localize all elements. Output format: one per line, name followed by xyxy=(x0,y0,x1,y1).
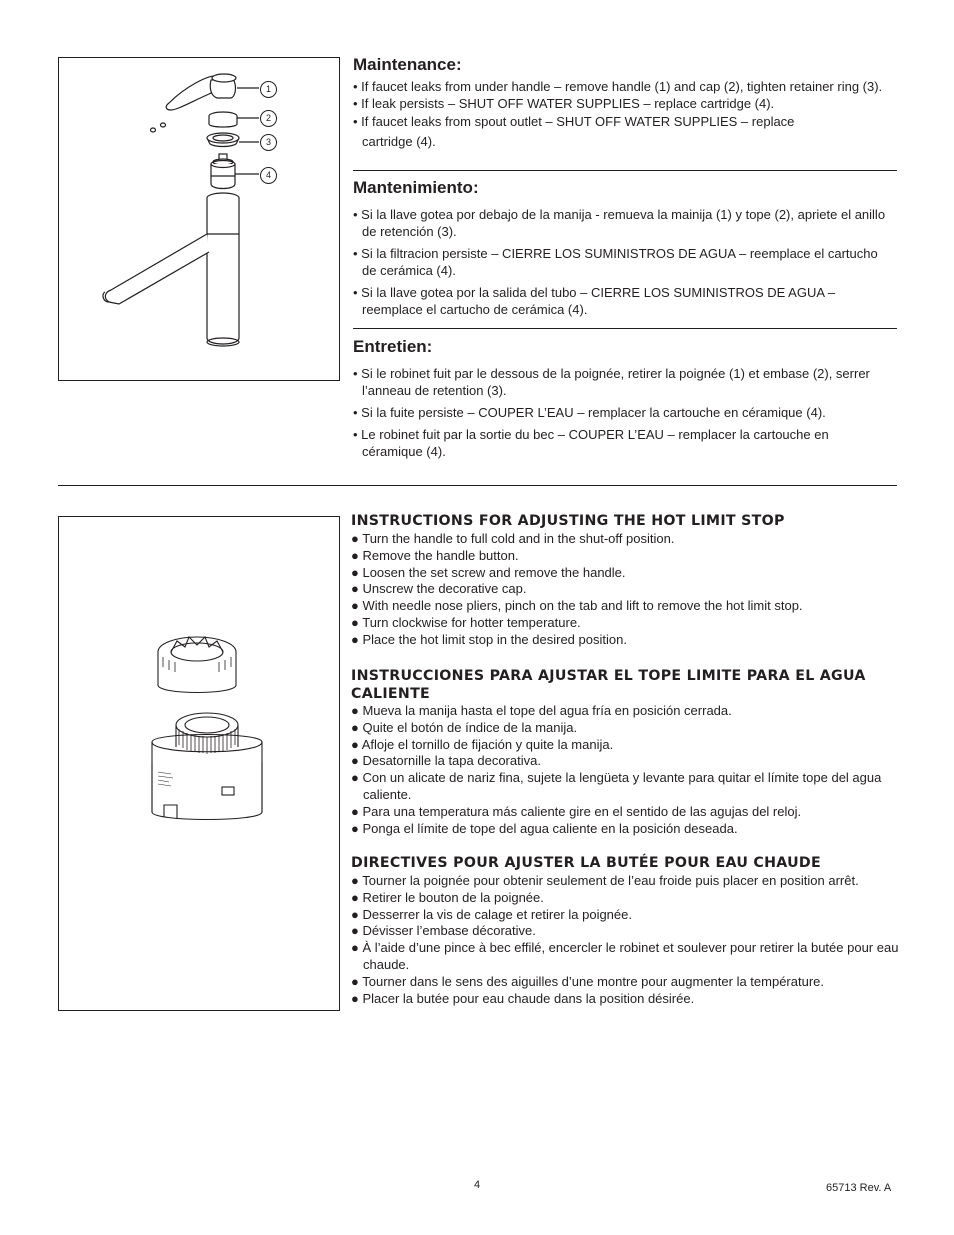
callout-4: 4 xyxy=(260,167,277,184)
callout-3: 3 xyxy=(260,134,277,151)
list-item: ● Loosen the set screw and remove the handle. xyxy=(351,564,626,580)
maintenance-title-fr: Entretien: xyxy=(353,337,433,356)
list-item: ● Place the hot limit stop in the desired position. xyxy=(351,631,627,647)
list-item: ● Desserrer la vis de calage et retirer la poignée. xyxy=(351,906,632,922)
callout-2: 2 xyxy=(260,110,277,127)
hot-limit-title-en: INSTRUCTIONS FOR ADJUSTING THE HOT LIMIT STOP xyxy=(351,513,785,529)
list-item: • If faucet leaks from spout outlet – SHUT OFF WATER SUPPLIES – replace cartridge (4). xyxy=(353,114,795,149)
list-item: ● Dévisser l’embase décorative. xyxy=(351,923,536,939)
list-item: ● Remove the handle button. xyxy=(351,547,519,563)
list-item: ● Unscrew the decorative cap. xyxy=(351,581,527,597)
divider xyxy=(353,170,897,171)
maintenance-list-es xyxy=(353,206,887,323)
page-number: 4 xyxy=(474,1179,481,1191)
maintenance-list-en xyxy=(353,78,883,152)
hot-limit-stop-figure xyxy=(58,516,340,1011)
list-item: • Le robinet fuit par la sortie du bec – COUPER L’EAU – remplacer la cartouche en céramique (4). xyxy=(353,427,829,459)
list-item: • Si la llave gotea por la salida del tubo – CIERRE LOS SUMINISTROS DE AGUA – reemplace el cartucho de cerámica (4). xyxy=(353,285,836,317)
list-item: ● Afloje el tornillo de fijación y quite la manija. xyxy=(351,736,614,752)
list-item: • Si la llave gotea por debajo de la manija - remueva la mainija (1) y tope (2), apriete el anillo de retención (3). xyxy=(353,207,886,239)
list-item: ● Placer la butée pour eau chaude dans la position désirée. xyxy=(351,990,695,1006)
hot-limit-title-fr: DIRECTIVES POUR AJUSTER LA BUTÉE POUR EAU CHAUDE xyxy=(351,855,821,871)
list-item: ● Quite el botón de índice de la manija. xyxy=(351,719,578,735)
callout-1: 1 xyxy=(260,81,277,98)
cartridge-drawing xyxy=(59,517,339,1010)
list-item: ● Desatornille la tapa decorativa. xyxy=(351,753,541,769)
list-item: ● Tourner dans le sens des aiguilles d’une montre pour augmenter la température. xyxy=(351,973,824,989)
list-item: ● À l’aide d’une pince à bec effilé, encercler le robinet et soulever pour retirer la butée pour eau chaude. xyxy=(351,940,899,972)
list-item: ● Tourner la poignée pour obtenir seulement de l’eau froide puis placer en position arrêt. xyxy=(351,873,859,888)
list-item: • Si le robinet fuit par le dessous de la poignée, retirer la poignée (1) et embase (2), serrer l’anneau de retention (3). xyxy=(353,366,870,398)
list-item: ● With needle nose pliers, pinch on the tab and lift to remove the hot limit stop. xyxy=(351,598,803,614)
hot-limit-title-es: INSTRUCCIONES PARA AJUSTAR EL TOPE LIMITE PARA EL AGUA CALIENTE xyxy=(351,668,866,702)
maintenance-title-en: Maintenance: xyxy=(353,55,462,74)
list-item: • Si la filtracion persiste – CIERRE LOS SUMINISTROS DE AGUA – reemplace el cartucho de cerámica (4). xyxy=(353,246,878,278)
list-item: ● Turn clockwise for hotter temperature. xyxy=(351,614,581,630)
list-item: ● Mueva la manija hasta el tope del agua fría en posición cerrada. xyxy=(351,703,732,718)
list-item: • Si la fuite persiste – COUPER L’EAU – remplacer la cartouche en céramique (4). xyxy=(353,405,826,420)
maintenance-list-fr xyxy=(353,365,887,465)
hot-limit-list-fr xyxy=(351,873,904,1007)
list-item: ● Retirer le bouton de la poignée. xyxy=(351,889,544,905)
list-item: ● Ponga el límite de tope del agua caliente en la posición deseada. xyxy=(351,820,738,836)
hot-limit-list-es xyxy=(351,703,901,837)
section-divider xyxy=(58,485,897,486)
document-number: 65713 Rev. A xyxy=(826,1182,892,1194)
list-item: • If leak persists – SHUT OFF WATER SUPPLIES – replace cartridge (4). xyxy=(353,96,775,111)
list-item: ● Para una temperatura más caliente gire en el sentido de las agujas del reloj. xyxy=(351,803,802,819)
divider xyxy=(353,328,897,329)
hot-limit-list-en xyxy=(351,531,901,649)
faucet-exploded-figure xyxy=(58,57,340,381)
maintenance-title-es: Mantenimiento: xyxy=(353,178,479,197)
list-item: • If faucet leaks from under handle – remove handle (1) and cap (2), tighten retainer ring (3). xyxy=(353,79,883,94)
list-item: ● Con un alicate de nariz fina, sujete la lengüeta y levante para quitar el límite tope del agua caliente. xyxy=(351,770,882,802)
faucet-drawing xyxy=(59,58,339,380)
list-item: ● Turn the handle to full cold and in the shut-off position. xyxy=(351,531,675,546)
